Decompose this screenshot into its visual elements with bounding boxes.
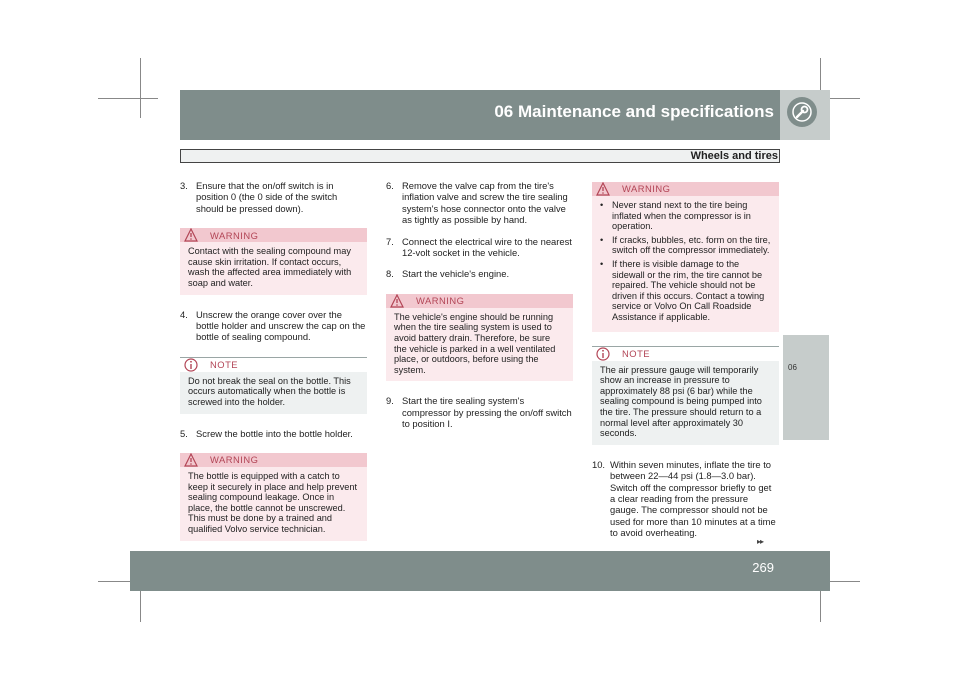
chapter-title: 06 Maintenance and specifications — [494, 102, 774, 121]
list-item — [600, 235, 771, 256]
step-4 — [180, 309, 367, 343]
step-10 — [592, 459, 779, 539]
warning-triangle-icon — [390, 294, 404, 308]
note-text: Do not break the seal on the bottle. This occurs automatically when the bottle is screwed into the holder. — [180, 372, 367, 414]
list-item — [600, 200, 771, 232]
note-box — [592, 346, 779, 445]
note-title: NOTE — [622, 347, 651, 359]
list-item — [600, 259, 771, 323]
note-title: NOTE — [210, 359, 239, 371]
step-number: 6. — [386, 180, 394, 191]
warning-title: WARNING — [416, 295, 465, 307]
list-item-text: If there is visible damage to the sidewall or the rim, the tire cannot be repaired. The vehicle should not be driven if this occurs. Contact a towing service or Volvo On Call Roadside Assistance if applicable. — [612, 258, 765, 322]
info-icon — [184, 358, 198, 372]
note-box — [180, 357, 367, 414]
list-item-text: If cracks, bubbles, etc. form on the tire, switch off the compressor immediately. — [612, 234, 771, 256]
column-2 — [386, 180, 573, 440]
warning-header — [180, 228, 367, 242]
column-3 — [592, 170, 779, 549]
step-number: 3. — [180, 180, 188, 191]
bullet-icon: • — [600, 258, 604, 269]
step-text: Remove the valve cap from the tire's inflation valve and screw the tire sealing system's hose connector onto the valve as tightly as possible by hand. — [402, 180, 568, 226]
chapter-icon-tab — [780, 90, 830, 140]
step-number: 9. — [386, 395, 394, 407]
column-1 — [180, 180, 367, 555]
step-8 — [386, 268, 573, 279]
wrench-icon — [787, 97, 817, 127]
step-number: 4. — [180, 308, 188, 320]
step-number: 10. — [592, 458, 606, 470]
chapter-side-tab — [783, 335, 829, 440]
bullet-icon: • — [600, 234, 604, 245]
step-number: 7. — [386, 235, 394, 247]
warning-box — [180, 228, 367, 294]
step-5 — [180, 428, 367, 439]
step-7 — [386, 236, 573, 259]
step-text: Connect the electrical wire to the nearest 12-volt socket in the vehicle. — [402, 235, 572, 259]
info-icon — [596, 347, 610, 361]
step-number: 5. — [180, 427, 188, 439]
crop-mark — [98, 98, 158, 99]
warning-triangle-icon — [596, 182, 610, 196]
note-header — [592, 346, 779, 361]
crop-mark — [140, 58, 141, 118]
side-tab-label: 06 — [788, 363, 797, 372]
section-title: Wheels and tires — [690, 150, 778, 162]
warning-box — [592, 182, 779, 332]
step-text: Screw the bottle into the bottle holder. — [196, 427, 353, 439]
step-text: Start the tire sealing system's compressor by pressing the on/off switch to position I. — [402, 395, 572, 430]
step-3 — [180, 180, 367, 214]
step-text: Ensure that the on/off switch is in position 0 (the 0 side of the switch should be pressed down). — [196, 180, 338, 214]
list-item-text: Never stand next to the tire being inflated when the compressor is in operation. — [612, 200, 751, 232]
continue-arrows-icon: ▸▸ — [757, 537, 764, 546]
step-number: 8. — [386, 268, 394, 280]
footer-band — [130, 551, 830, 591]
warning-title: WARNING — [622, 183, 671, 195]
note-header — [180, 357, 367, 372]
warning-text: The vehicle's engine should be running when the tire sealing system is used to avoid battery drain. Therefore, be sure the vehicle is parked in a well ventilated place, or outdoors, before using the system. — [386, 308, 573, 382]
warning-triangle-icon — [184, 228, 198, 242]
warning-text: The bottle is equipped with a catch to keep it securely in place and help prevent sealing compound leakage. Once in place, the bottle cannot be unscrewed. This must be done by a trained and qualified Volvo service technician. — [180, 467, 367, 541]
warning-triangle-icon — [184, 453, 198, 467]
note-text: The air pressure gauge will temporarily show an increase in pressure to approximately 88 psi (6 bar) while the sealing compound is being pumped into the tire. The pressure should return to a normal level after approximately 30 seconds. — [592, 361, 779, 445]
warning-title: WARNING — [210, 454, 259, 466]
step-6 — [386, 180, 573, 226]
warning-list — [592, 196, 779, 332]
warning-title: WARNING — [210, 229, 259, 241]
bullet-icon: • — [600, 200, 604, 210]
step-text: Within seven minutes, inflate the tire to between 22—44 psi (1.8—3.0 bar). Switch off the compressor briefly to get a clear reading from the pressure gauge. The compressor should not be used for more than 10 minutes at a time to avoid overheating. — [610, 458, 776, 539]
warning-box — [386, 294, 573, 382]
warning-text: Contact with the sealing compound may cause skin irritation. If contact occurs, wash the affected area immediately with soap and water. — [180, 242, 367, 294]
step-text: Start the vehicle's engine. — [402, 268, 510, 280]
step-text: Unscrew the orange cover over the bottle holder and unscrew the cap on the bottle of sealing compound. — [196, 308, 366, 343]
step-9 — [386, 395, 573, 429]
warning-header — [386, 294, 573, 308]
warning-box — [180, 453, 367, 541]
warning-header — [592, 182, 779, 196]
page-number: 269 — [752, 560, 774, 575]
warning-header — [180, 453, 367, 467]
